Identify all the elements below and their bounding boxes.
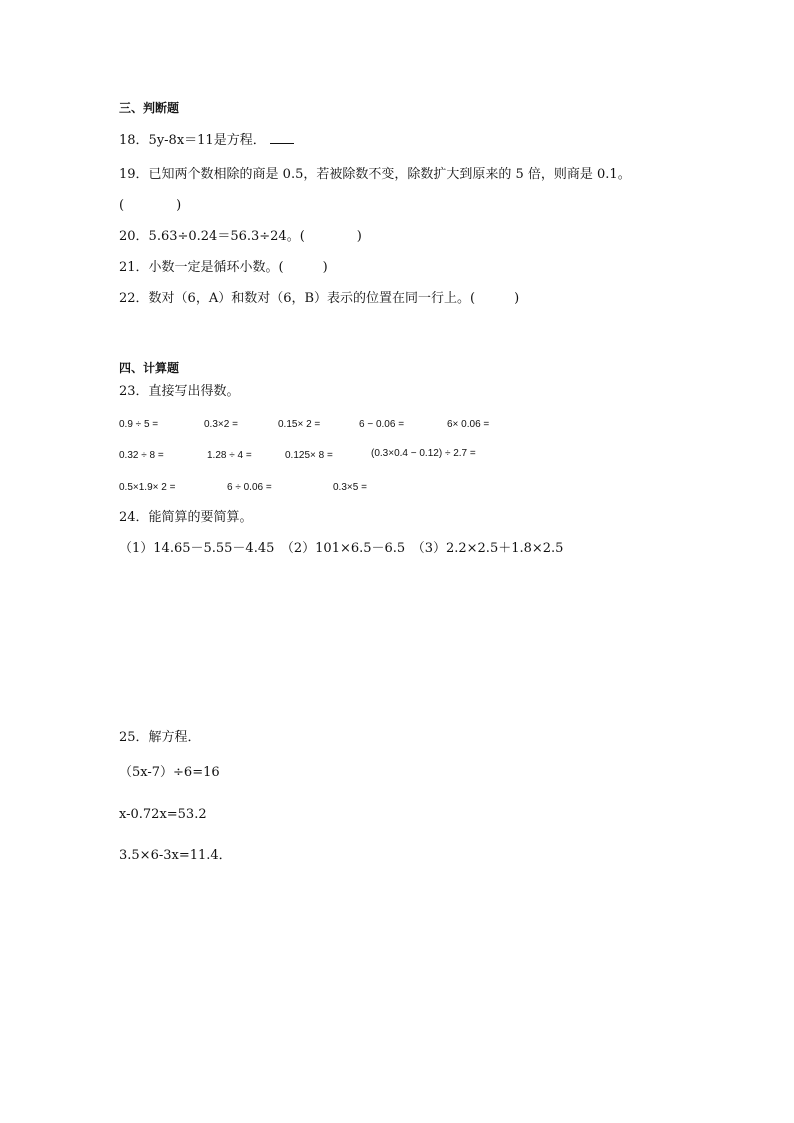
equation-3: 3.5×6-3x=11.4． (119, 848, 232, 863)
equation-2: x-0.72x=53.2 (119, 807, 207, 822)
calc-item: 0.9 ÷ 5 = (119, 419, 159, 430)
question-24-text: 24．能简算的要简算。 (119, 510, 253, 525)
calc-item: 0.3×2 = (204, 419, 238, 430)
question-18 (119, 132, 294, 149)
calc-item: (0.3×0.4 − 0.12) ÷ 2.7 = (371, 448, 476, 459)
calc-item: 6× 0.06 = (447, 419, 490, 430)
answer-paren-19[interactable]: ( ) (119, 198, 182, 213)
answer-blank-18[interactable] (270, 132, 294, 144)
question-24-items: （1）14.65－5.55－4.45 （2）101×6.5－6.5 （3）2.2×2.5＋1.8×2.5 (119, 541, 564, 556)
question-23-text: 23．直接写出得数。 (119, 384, 240, 399)
calc-item: 6 − 0.06 = (359, 419, 405, 430)
calc-item: 0.125× 8 = (285, 450, 333, 461)
question-21-text: 21．小数一定是循环小数。( ) (119, 260, 328, 275)
section-heading-calculation: 四、计算题 (119, 361, 180, 375)
section-heading-judgement: 三、判断题 (119, 101, 180, 115)
question-22-text: 22．数对（6，A）和数对（6，B）表示的位置在同一行上。( ) (119, 291, 520, 306)
calc-item: 0.15× 2 = (278, 419, 321, 430)
calc-item: 0.5×1.9× 2 = (119, 482, 176, 493)
calc-item: 0.32 ÷ 8 = (119, 450, 164, 461)
calc-item: 1.28 ÷ 4 = (207, 450, 252, 461)
question-18-text: 18．5y-8x＝11是方程． (119, 133, 266, 148)
calc-item: 6 ÷ 0.06 = (227, 482, 272, 493)
question-25-text: 25．解方程． (119, 730, 201, 745)
calc-item: 0.3×5 = (333, 482, 367, 493)
question-19-text: 19．已知两个数相除的商是 0.5，若被除数不变，除数扩大到原来的 5 倍，则商是 0.1。 (119, 167, 631, 182)
equation-1: （5x-7）÷6=16 (119, 765, 220, 780)
question-20-text: 20．5.63÷0.24＝56.3÷24。( ) (119, 229, 362, 244)
